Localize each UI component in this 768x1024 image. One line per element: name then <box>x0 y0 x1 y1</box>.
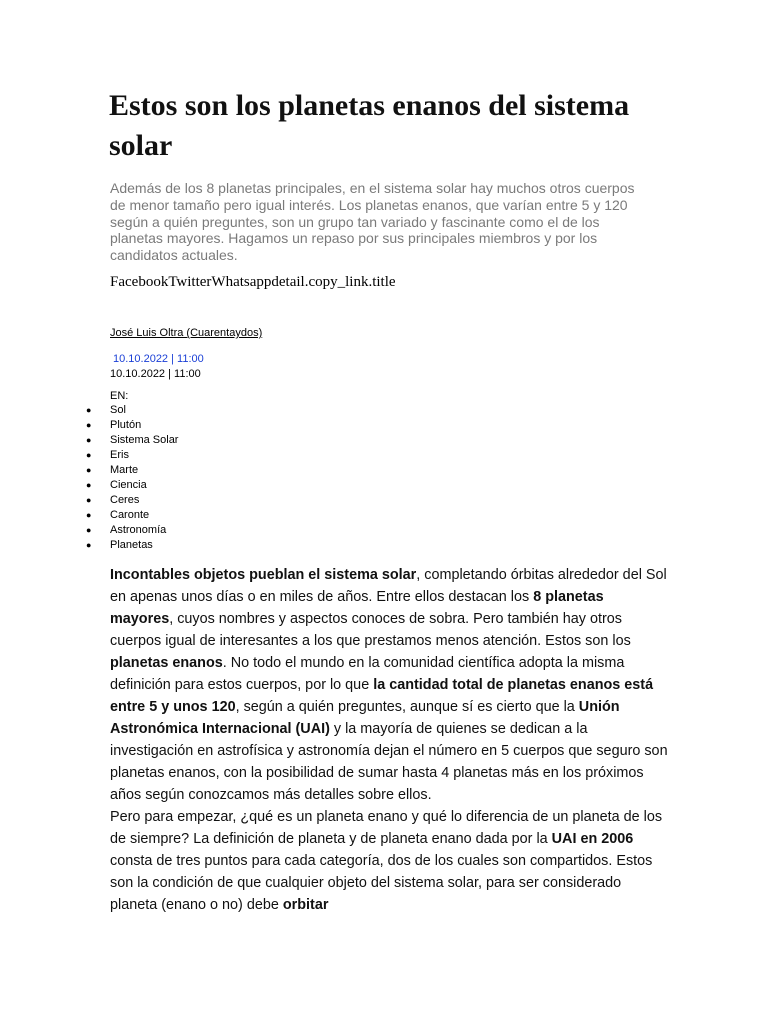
share-links[interactable]: FacebookTwitterWhatsappdetail.copy_link.title <box>110 274 396 290</box>
tag-label[interactable]: Sistema Solar <box>110 434 179 446</box>
bold-text: UAI en 2006 <box>551 831 634 847</box>
bullet-icon: ● <box>86 495 92 505</box>
bold-text: planetas enanos <box>110 655 223 671</box>
body-text: , según a quién preguntes, aunque sí es cierto que la <box>235 699 579 715</box>
publish-date: 10.10.2022 | 11:00 <box>110 368 201 380</box>
tags-label: EN: <box>110 390 129 402</box>
tag-label[interactable]: Eris <box>110 449 129 461</box>
tag-label[interactable]: Sol <box>110 404 126 416</box>
bold-text: la cantidad total de planetas enanos está entre 5 y unos 120 <box>110 677 654 715</box>
article-lead: Además de los 8 planetas principales, en el sistema solar hay muchos otros cuerpos de menor tamaño pero igual interés. Los planetas enanos, que varían entre 5 y 120 según a quién preguntes, son un grupo tan variado y fascinante como el de los planetas mayores. Hagamos un repaso por sus principales miembros y por los candidatos actuales. <box>110 180 635 264</box>
bullet-icon: ● <box>86 525 92 535</box>
article-body <box>110 564 670 916</box>
body-text: , completando órbitas alrededor del Sol en apenas unos días o en miles de años. Entre ellos destacan los <box>110 567 667 605</box>
bold-text: Incontables objetos pueblan el sistema solar <box>110 567 417 583</box>
tag-label[interactable]: Astronomía <box>110 524 167 536</box>
bullet-icon: ● <box>86 435 92 445</box>
tag-label[interactable]: Caronte <box>110 509 150 521</box>
bold-text: orbitar <box>282 897 329 913</box>
body-text: Pero para empezar, ¿qué es un planeta enano y qué lo diferencia de un planeta de los de siempre? La definición de planeta y de planeta enano dada por la <box>110 809 663 847</box>
body-text: y la mayoría de quienes se dedican a la investigación en astrofísica y astronomía dejan el número en 5 cuerpos que seguro son planetas enanos, con la posibilidad de sumar hasta 4 planetas más en los próximos años según conozcamos más detalles sobre ellos. <box>110 721 668 803</box>
bullet-icon: ● <box>86 540 92 550</box>
body-paragraph <box>110 564 670 806</box>
article-title: Estos son los planetas enanos del sistema solar <box>109 89 630 162</box>
bullet-icon: ● <box>86 420 92 430</box>
bullet-icon: ● <box>86 510 92 520</box>
tag-label[interactable]: Plutón <box>110 419 142 431</box>
bullet-icon: ● <box>86 465 92 475</box>
bullet-icon: ● <box>86 450 92 460</box>
bold-text: 8 planetas mayores <box>110 589 604 627</box>
body-text: . No todo el mundo en la comunidad científica adopta la misma definición para estos cuerpos, por lo que <box>110 655 625 693</box>
bullet-icon: ● <box>86 480 92 490</box>
body-text: consta de tres puntos para cada categoría, dos de los cuales son compartidos. Estos son la condición de que cualquier objeto del sistema solar, para ser considerado planeta (enano o no) debe <box>110 853 653 913</box>
bullet-icon: ● <box>86 405 92 415</box>
author-link[interactable]: José Luis Oltra (Cuarentaydos) <box>110 327 263 339</box>
body-text: , cuyos nombres y aspectos conoces de sobra. Pero también hay otros cuerpos igual de interesantes a los que prestamos menos atención. Estos son los <box>110 611 631 649</box>
bold-text: Unión Astronómica Internacional (UAI) <box>110 699 620 737</box>
tag-label[interactable]: Marte <box>110 464 139 476</box>
date-link[interactable]: 10.10.2022 | 11:00 <box>113 353 204 365</box>
body-paragraph <box>110 806 670 916</box>
tag-label[interactable]: Ceres <box>110 494 140 506</box>
tag-label[interactable]: Planetas <box>110 539 153 551</box>
tag-label[interactable]: Ciencia <box>110 479 147 491</box>
